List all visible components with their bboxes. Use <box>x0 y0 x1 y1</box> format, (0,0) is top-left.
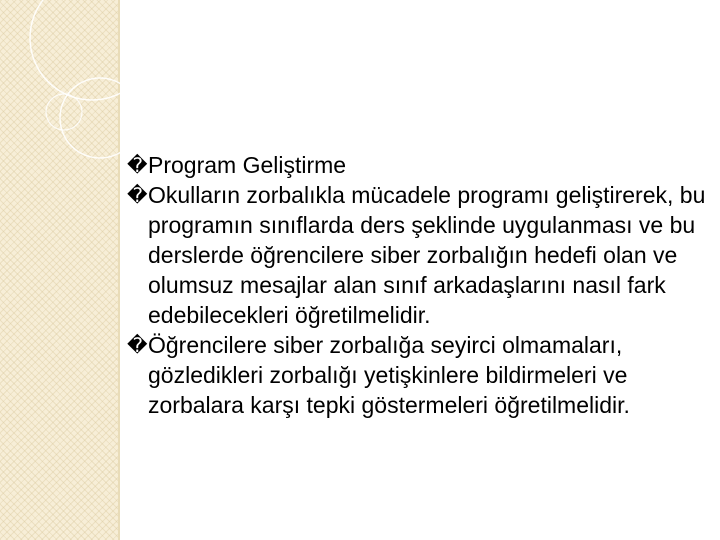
decorative-circle-medium <box>60 78 140 158</box>
bullet-icon: � <box>127 183 148 207</box>
bullet-icon: � <box>127 333 148 357</box>
decorative-circles <box>0 0 140 170</box>
bullet-item-program <box>127 150 707 180</box>
bullet-text: Program Geliştirme <box>148 152 347 178</box>
bullet-item-okullar <box>127 180 707 330</box>
bullet-icon: � <box>127 153 148 177</box>
bullet-item-ogrenciler <box>127 330 707 420</box>
bullet-text: Öğrencilere siber zorbalığa seyirci olmamaları, gözledikleri zorbalığı yetişkinlere bildirmeleri ve zorbalara karşı tepki göstermeleri öğretilmelidir. <box>148 332 630 418</box>
bullet-text: Okulların zorbalıkla mücadele programı geliştirerek, bu programın sınıflarda ders şeklinde uygulanması ve bu derslerde öğrencilere siber zorbalığın hedefi olan ve olumsuz mesajlar alan sınıf arkadaşlarını nasıl fark edebilecekleri öğretilmelidir. <box>148 182 706 328</box>
slide-body <box>127 150 707 420</box>
